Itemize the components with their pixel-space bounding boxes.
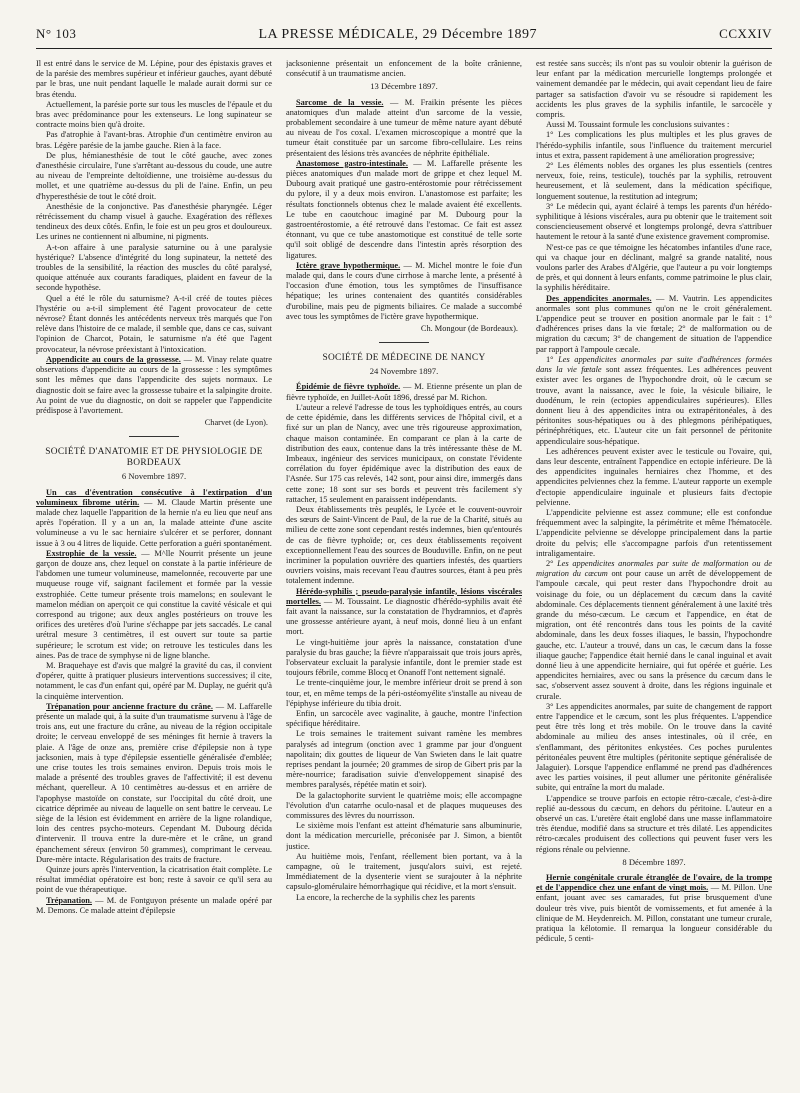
divider bbox=[129, 436, 179, 437]
list-marker: 1° bbox=[546, 354, 559, 364]
paragraph: Actuellement, la parésie porte sur tous les muscles de l'épaule et du bras avec prédominance pour les extenseurs. Le long supinateur se contracte moins bien qu'à droite. bbox=[36, 99, 272, 130]
paragraph: L'appendicite pelvienne est assez commune; elle est confondue fréquemment avec la salpingite, la périmétrite et même l'hématocèle. L'appendicite pelvienne se développe principalement dans la partie droite du pelvis; elle s'accompagne parfois d'un retentissement intraligamentaire. bbox=[536, 507, 772, 558]
section-heading: SOCIÉTÉ DE MÉDECINE DE NANCY bbox=[322, 353, 486, 364]
article-title: Des appendicites anormales. bbox=[546, 293, 652, 303]
article-text: — M. Laffarelle présente les pièces anatomiques d'un malade mort de grippe et chez lequel M. Dubourg avait pratiqué une gastro-entérostomie pour rétrécissement du pylore, il y a deux mois environ. L'anastomose est parfaite; les résultats fonctionnels obtenus chez le malade avaient été excellents. Le tube en caoutchouc imaginé par M. Dubourg pour la gastroentérostomie, a été retrouvé dans l'estomac. Ce fait est assez étonnant, vu que ce tube anastomotique est constitué de telle sorte qu'il soit obligé de descendre dans l'intestin après résorption des ligatures. bbox=[286, 158, 522, 260]
paragraph: Le sixième mois l'enfant est atteint d'hématurie sans albuminurie, dont la médication mercurielle, préconisée par J. Simon, a bientôt justice. bbox=[286, 821, 522, 851]
paragraph bbox=[286, 98, 522, 159]
paragraph: Le trois semaines le traitement suivant ramène les membres paralysés ad integrum (onction avec 1 gramme par jour d'onguent napolitain; dix gouttes de liqueur de Van Swieten dans le lait quatre reprises pendant la journée; 20 grammes de sirop de Gibert pris par la mère-nourrice; faradisation suivie d'enveloppement sinapisé des membres paralysés, répétée matin et soir). bbox=[286, 729, 522, 790]
paragraph: 3° Le médecin qui, ayant éclairé à temps les parents d'un hérédo-syphilitique à lésions viscérales, aura pu obtenir que le traitement soit consciencieusement observé et longtemps prolongé, devra s'attribuer hautement le retour à la santé d'une existence gravement compromise. bbox=[536, 201, 772, 242]
paragraph: Il est entré dans le service de M. Lépine, pour des épistaxis graves et de la parésie des membres supérieur et inférieur gauches, ayant débuté par le bras, une nuit pendant laquelle le malade aurait dormi sur ce bras étendu. bbox=[36, 59, 272, 99]
paragraph: L'auteur a relevé l'adresse de tous les typhoïdiques entrés, au cours de cette épidémie, dans les différents services de l'hôpital civil, et a fixé sur un plan de Nancy, avec une très rigoureuse approximation, chaque maison contaminée. En comparant ce plan à la carte de distribution des eaux, contenue dans la très intéressante thèse de M. Imbeaux, ingénieur des services municipaux, on constate l'évidente corrélation du foyer épidémique avec la distribution des eaux de l'Asnée. Sur 175 cas relevés, 142 sont, pour ainsi dire, immergés dans cette zone; 18 sont sur ses bords et peuvent très facilement s'y rattacher, 15 seulement en paraissent indépendants. bbox=[286, 402, 522, 504]
paragraph bbox=[536, 559, 772, 702]
article-text: — M. Michel montre le foie d'un malade qui, dans le cours d'une cirrhose à marche lente, a présenté à l'occasion d'une émotion, tous les symptômes de l'insuffisance hépatique; les urines contenaient des quantités considérables d'urobiline, mais peu de pigments biliaires. Ce malade a succombé avec tous les symptômes de l'ictère grave hypothermique. bbox=[286, 260, 522, 321]
column-1 bbox=[36, 59, 272, 1084]
paragraph bbox=[286, 587, 522, 638]
paragraph: Anesthésie de la conjonctive. Pas d'anesthésie pharyngée. Léger rétrécissement du champ visuel à gauche. Exagération des réflexes tendineux des deux côtés. Enfin, le foie est un peu gros et douloureux. Les urines ne contiennent ni albumine, ni pigments. bbox=[36, 201, 272, 242]
article-text: — M. de Fontguyon présente un malade opéré par M. Demons. Ce malade atteint d'épilepsie bbox=[36, 895, 272, 915]
article-text: — M. Laffarelle présente un malade qui, à la suite d'un traumatisme survenu à l'âge de trois ans, eut une fracture du crâne, au niveau de la région occipitale droite; le cerveau enveloppé de ses méninges fit hernie à travers la plaie. A l'âge de onze ans, première crise d'épilepsie non à type jacksonien, mais à type d'épilepsie essentielle généralisée d'emblée; une crise toutes les trois semaines environ. Depuis trois mois le malade a présenté des troubles graves de l'affectivité; il est devenu méchant, querelleur. A 10 centimètres au-dessus et en arrière de l'apophyse mastoïde on constate, sur l'occipital du côté droit, une cicatrice déprimée au niveau de laquelle on sent battre le cerveau. Le siège de la lésion est évidemment en arrière de la ligne rolandique, loin des centres psycho-moteurs. Cependant M. Dubourg décida d'intervenir. Il trouva entre la dure-mère et le crâne, un grand épanchement séreux (environ 50 grammes), comprimant le cerveau. Dure-mère intacte. Régularisation des traits de fracture. bbox=[36, 701, 272, 864]
paragraph: jacksonienne présentait un enfoncement de la boîte crânienne, consécutif à un traumatisme ancien. bbox=[286, 59, 522, 79]
article-title: Un cas d'éventration consécutive à l'extirpation d'un volumineux fibrome utérin. bbox=[36, 487, 272, 507]
article-text: — M. Pillon. Une enfant, jouant avec ses camarades, fut prise brusquement d'une douleur très vive, puis bientôt de vomissements, et fut amenée à la clinique de M. Heydenreich. M. Pillon, constatant une tumeur crurale, pratiqua la kélotomie. Il remarqua la longueur considérable du pédicule, 5 centi- bbox=[536, 883, 772, 944]
session-date: 24 Novembre 1897. bbox=[369, 366, 439, 377]
italic-heading: Les appendicites anormales par suite de malformation ou de migration du cæcum bbox=[536, 558, 772, 579]
article-title: Hernie congénitale crurale étranglée de l'ovaire, de la trompe et de l'appendice chez une enfant de vingt mois. bbox=[536, 873, 772, 893]
paragraph: Enfin, un sarcocèle avec vaginalite, à gauche, montre l'infection spécifique héréditaire. bbox=[286, 708, 522, 729]
paragraph: 1° Les complications les plus multiples et les plus graves de l'hérédo-syphilis infantile, sous l'influence du traitement mercuriel intus et extra, passent rapidement à une amélioration progressive; bbox=[536, 130, 772, 160]
paragraph bbox=[536, 873, 772, 944]
issue-number: N° 103 bbox=[36, 26, 77, 41]
article-text: — M. Toussaint. Le diagnostic d'hérédo-syphilis avait été fait avant la naissance, sur la constatation de l'hydramnios, et d'après une grossesse antérieure ayant, à neuf mois, donné lieu à un enfant mort. bbox=[286, 596, 522, 637]
page-header bbox=[36, 26, 772, 49]
paragraph bbox=[536, 294, 772, 355]
paragraph bbox=[36, 702, 272, 865]
signature: Charvet (de Lyon). bbox=[204, 418, 268, 428]
article-text: sont assez fréquentes. Les adhérences peuvent exister avec les organes de l'hypochondre droit, où le cæcum se trouve, avant la naissance, avec le foie, la vésicule biliaire, le duodénum, le rein (ectopies appendiculaires supérieures). Elles donnent lieu à des appendicites intra ou extrapéritonéales, à des péritonites sous-hépatiques ou à des phlegmons périhépatiques, périnéphrétiques, etc. L'auteur cite un fait personnel de péritonite appendiculaire sous-hépatique. bbox=[536, 365, 772, 446]
paragraph: 2° Les éléments nobles des organes les plus essentiels (centres nerveux, foie, reins, testicule), touchés par la syphilis, retrouvent heureusement, et là seulement, dans la médication spécifique, longuement soutenue, la restitution ad integrum; bbox=[536, 161, 772, 201]
session-date: 8 Décembre 1897. bbox=[622, 856, 686, 867]
paragraph bbox=[286, 159, 522, 261]
paragraph: De la galactophorite survient le quatrième mois; elle accompagne l'évolution d'un catarrhe oculo-nasal et de plaques muqueuses des commissures des lèvres du nourrisson. bbox=[286, 790, 522, 821]
paragraph: Le vingt-huitième jour après la naissance, constatation d'une paralysie du bras gauche; la fièvre n'apparaissait que trois jours après, l'observateur excluait la paralysie infantile, dont le premier stade est toujours fébrile, comme Blocq et Onanoff l'ont nettement signalé. bbox=[286, 637, 522, 678]
paragraph bbox=[286, 261, 522, 322]
section-heading: SOCIÉTÉ D'ANATOMIE ET DE PHYSIOLOGIE DE BORDEAUX bbox=[45, 447, 263, 469]
article-text: ont pour cause un arrêt de développement de l'ampoule cæcale, qui peut rester dans l'hypochondre droit au voisinage du foie, ou un déplacement du cæcum dans la cavité abdominale. Ces déplacements tiennent généralement à une laxité très grande du méso-cæcum. Le cæcum et l'appendice, en état de migration, ont été rencontrés dans tous les points de la cavité abdominale, dans les deux fosses iliaques, le bassin, l'hypochondre gauche, etc. L'auteur a trouvé, dans un cas, le cæcum dans la fosse iliaque gauche; l'appendice était hernié dans le canal inguinal et avait donné lieu à une appendicite herniaire, qui fut opérée et guérie. Les appendicites herniaires, avec ou sans la présence du cæcum dans le sac, s'observent assez souvent à droite, dans les régions inguinale et crurale. bbox=[536, 569, 772, 701]
column-2 bbox=[286, 59, 522, 1084]
paragraph bbox=[36, 896, 272, 916]
column-3 bbox=[536, 59, 772, 1084]
paragraph: L'appendice se trouve parfois en ectopie rétro-cæcale, c'est-à-dire replié au-dessous du cæcum, en dehors du péritoine. L'auteur en a observé un cas. L'uretère était englobé dans une masse inflammatoire très étendue, modifié dans sa structure et très dilaté. Les appendicites rétro-cæcales produisent des collections qui peuvent fuser vers les régions rénale ou pelvienne. bbox=[536, 793, 772, 854]
signature: Ch. Mongour (de Bordeaux). bbox=[420, 324, 518, 334]
paragraph: 3° Les appendicites anormales, par suite de changement de rapport entre l'appendice et le cæcum, sont les plus fréquentes. L'appendice peut être très long et très mobile. On le trouve dans la cavité abdominale au milieu des anses intestinales, où il crée, en s'enflammant, des péritonites enkystées. Ces poches purulentes péritonéales peuvent être multiples (péritonite septique généralisée de Jalaguier). Lorsque l'appendice enflammé ne prend pas d'adhérences avec les parties voisines, il peut allumer une péritonite généralisée subite, qui entraîne la mort du malade. bbox=[536, 701, 772, 793]
paragraph: Pas d'atrophie à l'avant-bras. Atrophie d'un centimètre environ au bras. Légère parésie de la jambe gauche. Rien à la face. bbox=[36, 130, 272, 150]
article-title: Trépanation. bbox=[46, 895, 92, 905]
article-text: — M. Claude Martin présente une malade chez laquelle l'apparition de la hernie n'a eu lieu que neuf ans après l'opération. Il y a un an, la malade atteinte d'une ascite volumineuse a vu le sac herniaire s'ulcérer et se perforer, donnant issue à 3 ou 4 litres de liquide. Cette perforation a guéri spontanément. bbox=[36, 497, 272, 548]
article-text: — M. Etienne présente un plan de fièvre typhoïde, en Juillet-Août 1896, dressé par M. Richon. bbox=[286, 382, 522, 402]
article-title: Hérédo-syphilis ; pseudo-paralysie infantile, lésions viscérales mortelles. bbox=[286, 586, 522, 606]
article-title: Anastomose gastro-intestinale. bbox=[296, 158, 408, 168]
divider bbox=[379, 342, 429, 343]
paragraph: De plus, hémianesthésie de tout le côté gauche, avec zones d'anesthésie circulaire, l'une s'arrêtant au-dessous du coude, une autre au niveau de l'empreinte deltoïdienne, une troisième au-dessus du mollet, et une quatrième au-dessus du pli de l'aine. Enfin, un peu d'hyperesthésie de tout le côté droit. bbox=[36, 150, 272, 201]
text-columns bbox=[36, 59, 772, 1084]
article-text: — M. Fraikin présente les pièces anatomiques d'un malade atteint d'un sarcome de la vessie, probablement secondaire à une tumeur de même nature ayant débuté au niveau de l'os coxal. L'examen microscopique a montré que la tumeur était constituée par un sarcome fibro-cellulaire. Les reins présentaient des lésions très avancées de néphrite épithéliale. bbox=[286, 97, 522, 158]
list-marker: 2° bbox=[546, 558, 558, 568]
paragraph bbox=[36, 549, 272, 661]
paragraph: Quinze jours après l'intervention, la cicatrisation était complète. Le résultat immédiat opératoire est bon; reste à savoir ce qu'il sera au point de vue thérapeutique. bbox=[36, 865, 272, 895]
paragraph: A-t-on affaire à une paralysie saturnine ou à une paralysie hystérique? L'absence d'intégrité du long supinateur, la netteté des troubles de la sensibilité, la réaction des muscles du côté paralysé, quoique atténuée aux courants faradiques, plaident en faveur de la seconde hypothèse. bbox=[36, 242, 272, 293]
session-date: 6 Novembre 1897. bbox=[121, 471, 187, 482]
article-title: Ictère grave hypothermique. bbox=[296, 260, 401, 270]
italic-heading: Les appendicites anormales par suite d'adhérences formées dans la vie fœtale bbox=[536, 354, 772, 375]
paragraph: Le trente-cinquième jour, le membre inférieur droit se prend à son tour, et, en même temps de la péri-ostéomyélite s'installe au niveau de l'épiphyse inférieure du tibia droit. bbox=[286, 678, 522, 708]
article-text: — M. Vautrin. Les appendicites anormales sont plus communes qu'on ne le croit généralement. L'appendice peut se trouver en position anormale par le fait : 1° d'adhérences prises dans la vie fœtale; 2° de malformation ou de migration du cæcum; 3° de changement de situation de l'appendice par rapport à l'ampoule cæcale. bbox=[536, 293, 772, 354]
paragraph bbox=[536, 355, 772, 447]
article-title: Trépanation pour ancienne fracture du crâne. bbox=[46, 701, 213, 711]
article-text: — M. Vinay relate quatre observations d'appendicite au cours de la grossesse : les symptômes sont les mêmes que dans l'appendicite des sujets normaux. Le diagnostic doit se faire avec la grossesse tubaire et la salpingite droite. Au point de vue du diagnostic, on doit se rappeler que l'appendicite prédispose à l'avortement. bbox=[36, 354, 272, 415]
article-text: — M^lle Nourrit présente un jeune garçon de douze ans, chez lequel on constate à la partie inférieure de l'abdomen une tumeur volumineuse, mamelonnée, recouverte par une muqueuse rouge vif, saignant facilement et formée par la vessie exstrophiée. Cette tumeur présente trois mamelons; en soulevant le mamelon médian on aperçoit ce qui constitue la cavité vésicale et qui correspond au trigone; aux deux angles postérieurs on trouve les orifices des uretères d'où l'urine s'échappe par jets saccadés. Le canal urétral mesure 3 centimètres, il est ouvert sur toute sa partie supérieure; le scrotum est vide; on retrouve les testicules dans les aines. Pas de trace de symphyse ni de ligne blanche. bbox=[36, 548, 272, 660]
paragraph: Aussi M. Toussaint formule les conclusions suivantes : bbox=[546, 120, 730, 130]
paragraph: Deux établissements très peuplés, le Lycée et le couvent-ouvroir des sœurs de Saint-Vincent de Paul, de la rue de la Charité, situés au milieu de cette zone sont cependant restés indemnes, bien qu'entourés de cas de fièvre typhoïde; or, ces deux établissements reçoivent exceptionnellement l'eau des sources de Bouduville. Enfin, on ne peut incriminer la population ouvrière des quartiers infestés, des quartiers ouvriers voisins, mais recevant l'eau d'autres sources, étant à peu près totalement indemne. bbox=[286, 504, 522, 586]
paragraph: La encore, la recherche de la syphilis chez les parents bbox=[296, 892, 475, 902]
paragraph: Quel a été le rôle du saturnisme? A-t-il créé de toutes pièces l'hystérie ou a-t-il simplement été l'agent provocateur de cette névrose? Étant donnés les antécédents nerveux très marqués que l'on relève dans l'histoire de ce malade, il semble que, dans ce cas, suivant l'opinion de Charcot, Potain, le saturnisme n'a été que l'agent provocateur, la névrose préexistant à l'intoxication. bbox=[36, 293, 272, 354]
paragraph bbox=[36, 355, 272, 416]
paragraph: Les adhérences peuvent exister avec le testicule ou l'ovaire, qui, dans leur descente, entraînent l'appendice en ectopie inférieure. De là des appendicites inguinales herniaires chez l'homme, et des appendicites pelviennes chez la femme. L'auteur rapporte un exemple d'ectopie appendiculaire inguinale et plusieurs faits d'ectopie pelvienne. bbox=[536, 446, 772, 507]
paragraph: N'est-ce pas ce que témoigne les hécatombes infantiles d'une race, qui va chaque jour en déclinant, malgré sa grande natalité, nous voulons parler des Arabes d'Algérie, que l'auteur a pu voir longtemps de près, et qui donnent à leurs enfants, comme patrimoine le plus clair, la syphilis héréditaire. bbox=[536, 242, 772, 293]
paragraph: Au huitième mois, l'enfant, réellement bien portant, va à la campagne, où le traitement, jusqu'alors suivi, est rejeté. Immédiatement de la dysenterie vient se surajouter à la néphrite capsulo-glomérulaire hémorrhagique qui récidive, et la mort s'ensuit. bbox=[286, 851, 522, 892]
paragraph: est restée sans succès; ils n'ont pas su vouloir obtenir la guérison de leur enfant par la médication mercurielle longtemps prolongée et vainement demandée par le médecin, qui avait cependant lieu de faire partager sa satisfaction d'avoir vu se résoudre si rapidement les accidents les plus graves de la syphilis infantile, le sarcocèle y compris. bbox=[536, 59, 772, 120]
paragraph: M. Braquehaye est d'avis que malgré la gravité du cas, il convient d'opérer, quitte à pratiquer plusieurs interventions successives; il cite, notamment, le cas d'un enfant qui, opéré par M. Duplay, ne guérit qu'à la cinquième intervention. bbox=[36, 660, 272, 701]
article-title: Appendicite au cours de la grossesse. bbox=[46, 354, 181, 364]
session-date: 13 Décembre 1897. bbox=[370, 81, 438, 92]
article-title: Épidémie de fièvre typhoïde. bbox=[296, 382, 401, 392]
page-number: CCXXIV bbox=[719, 26, 772, 41]
article-title: Exstrophie de la vessie. bbox=[46, 548, 137, 558]
paragraph bbox=[36, 488, 272, 549]
paragraph bbox=[286, 382, 522, 402]
article-title: Sarcome de la vessie. bbox=[296, 97, 384, 107]
journal-title-date: LA PRESSE MÉDICALE, 29 Décembre 1897 bbox=[258, 27, 538, 42]
